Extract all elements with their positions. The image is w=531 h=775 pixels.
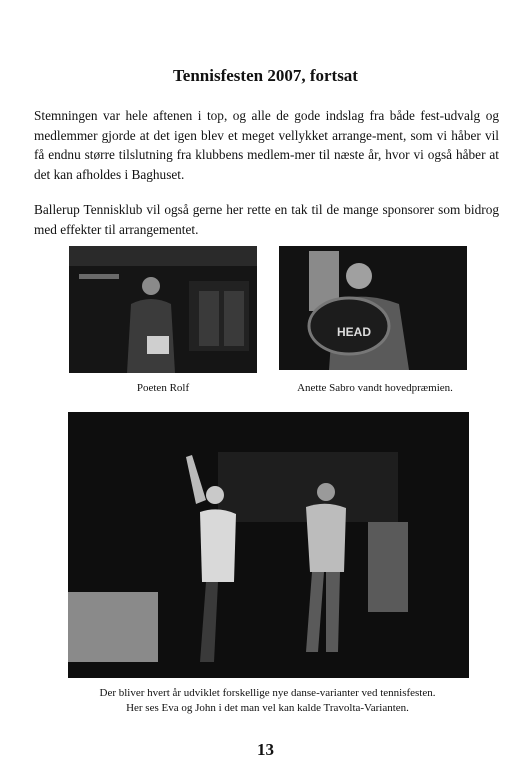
caption-photo-1: Poeten Rolf	[136, 382, 190, 394]
photo-anette-sabro	[279, 246, 467, 370]
photo-dance-floor	[68, 412, 469, 678]
page-title: Tennisfesten 2007, fortsat	[173, 66, 358, 85]
caption-photo-2: Anette Sabro vandt hovedpræmien.	[297, 382, 453, 394]
caption-photo-3-line-2: Her ses Eva og John i det man vel kan kalde Travolta-Varianten.	[126, 702, 409, 714]
caption-photo-3	[40, 686, 495, 716]
caption-photo-3-line-1: Der bliver hvert år udviklet forskellige nye danse-varianter ved tennisfesten.	[99, 687, 436, 699]
paragraph-sponsors: Ballerup Tennisklub vil også gerne her rette en tak til de mange sponsorer som bidrog med effekter til arrangementet.	[34, 202, 499, 237]
photo-poet-rolf	[69, 246, 257, 373]
racket-brand-text: HEAD	[337, 325, 372, 339]
paragraph-intro: Stemningen var hele aftenen i top, og alle de gode indslag fra både fest-udvalg og medlemmer gjorde at det igen blev et meget vellykket arrange-ment, som vi håber vil få endnu større tilslutning fra klubbens medlem-mer til næste år, hvor vi også håber at det kan afholdes i Baghuset.	[34, 108, 499, 182]
page-number: 13	[257, 740, 274, 759]
